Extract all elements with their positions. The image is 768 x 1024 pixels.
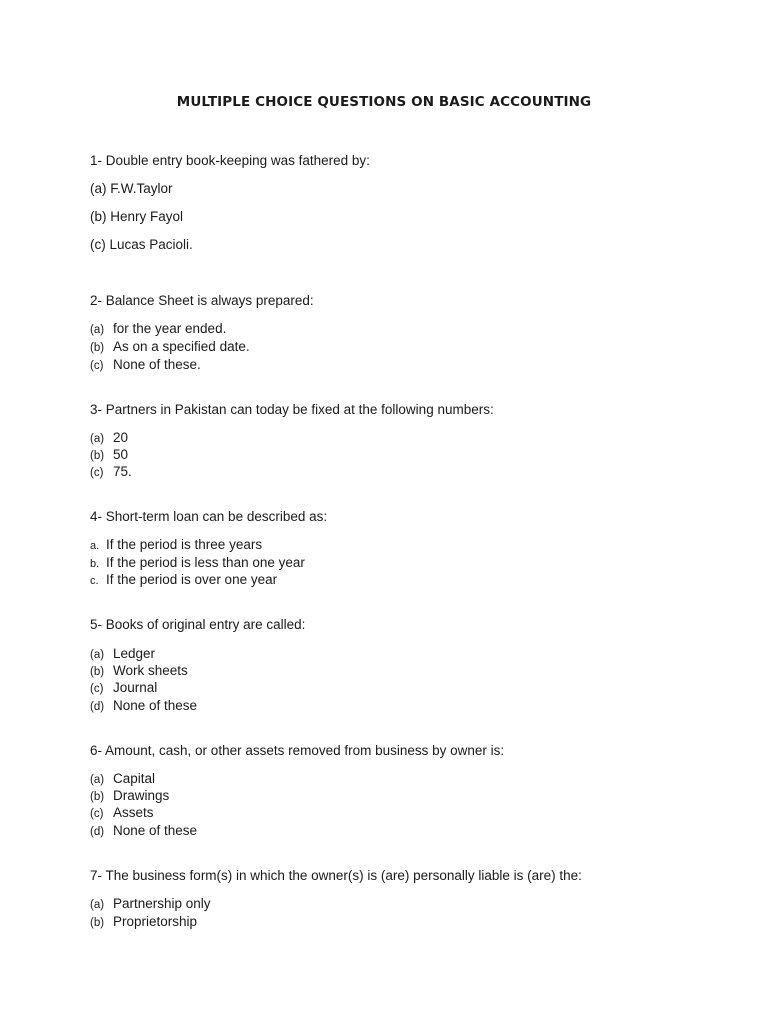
- q7-option-b: [90, 914, 197, 929]
- q1-option-c: (c) Lucas Pacioli.: [90, 237, 193, 252]
- option-label: (b): [90, 342, 105, 354]
- q4-option-a: [90, 537, 262, 552]
- option-text: for the year ended.: [113, 321, 227, 336]
- question-6: 6- Amount, cash, or other assets removed from business by owner is:: [90, 743, 505, 758]
- q6-option-c: [90, 805, 154, 820]
- option-text: Work sheets: [113, 663, 188, 678]
- q5-option-a: [90, 646, 155, 661]
- option-text: As on a specified date.: [113, 339, 250, 354]
- option-label: (c): [90, 360, 104, 372]
- option-label: (a): [90, 899, 105, 911]
- option-label: (c): [90, 467, 104, 479]
- option-label: (a): [90, 649, 105, 661]
- q4-option-c: [90, 572, 277, 587]
- q4-option-b: [90, 555, 305, 570]
- option-text: If the period is over one year: [106, 572, 278, 587]
- q3-option-b: [90, 447, 128, 462]
- q1-option-b: (b) Henry Fayol: [90, 209, 184, 224]
- option-label: (c): [90, 683, 104, 695]
- page-title: MULTIPLE CHOICE QUESTIONS ON BASIC ACCOUNTING: [176, 94, 592, 110]
- q5-option-b: [90, 663, 188, 678]
- question-3: 3- Partners in Pakistan can today be fixed at the following numbers:: [90, 402, 494, 417]
- question-7: 7- The business form(s) in which the owner(s) is (are) personally liable is (are) the:: [90, 868, 582, 883]
- option-text: 75.: [113, 464, 132, 479]
- option-label: (d): [90, 701, 105, 713]
- option-label: (c): [90, 808, 104, 820]
- question-2: 2- Balance Sheet is always prepared:: [90, 293, 314, 308]
- option-text: Journal: [113, 680, 158, 695]
- option-label: b.: [90, 558, 100, 570]
- q3-option-a: [90, 430, 128, 445]
- option-text: Drawings: [113, 788, 170, 803]
- option-label: a.: [90, 540, 100, 552]
- option-text: Proprietorship: [113, 914, 198, 929]
- option-label: (d): [90, 826, 105, 838]
- option-text: Partnership only: [113, 896, 211, 911]
- q2-option-b: [90, 339, 250, 354]
- question-1: 1- Double entry book-keeping was fathered by:: [90, 153, 370, 168]
- option-text: Ledger: [113, 646, 156, 661]
- option-text: None of these: [113, 823, 198, 838]
- q6-option-d: [90, 823, 197, 838]
- option-text: If the period is less than one year: [106, 555, 305, 570]
- option-text: Capital: [113, 771, 156, 786]
- q5-option-c: [90, 680, 157, 695]
- q2-option-c: [90, 357, 201, 372]
- option-text: None of these.: [113, 357, 201, 372]
- q2-option-a: [90, 321, 226, 336]
- option-label: (b): [90, 450, 105, 462]
- question-4: 4- Short-term loan can be described as:: [90, 509, 328, 524]
- option-label: c.: [90, 575, 99, 587]
- option-text: 20: [113, 430, 129, 445]
- option-label: (a): [90, 774, 105, 786]
- question-5: 5- Books of original entry are called:: [90, 617, 306, 632]
- q6-option-a: [90, 771, 155, 786]
- q7-option-a: [90, 896, 211, 911]
- q6-option-b: [90, 788, 169, 803]
- q5-option-d: [90, 698, 197, 713]
- option-text: 50: [113, 447, 129, 462]
- q3-option-c: [90, 464, 132, 479]
- option-label: (a): [90, 433, 105, 445]
- option-label: (b): [90, 917, 105, 929]
- option-label: (b): [90, 791, 105, 803]
- q1-option-a: (a) F.W.Taylor: [90, 181, 173, 196]
- option-text: If the period is three years: [106, 537, 263, 552]
- option-text: None of these: [113, 698, 198, 713]
- option-text: Assets: [113, 805, 154, 820]
- option-label: (a): [90, 324, 105, 336]
- option-label: (b): [90, 666, 105, 678]
